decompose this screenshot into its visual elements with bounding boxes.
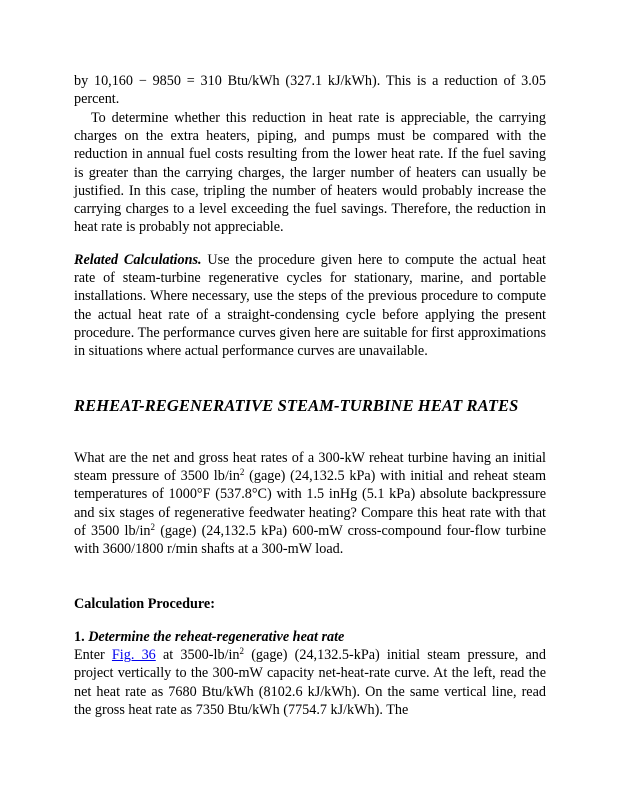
section-title: REHEAT-REGENERATIVE STEAM-TURBINE HEAT RATES xyxy=(74,396,519,415)
superscript: 2 xyxy=(150,521,156,532)
problem-statement xyxy=(74,449,546,558)
problem-paragraph xyxy=(74,449,546,558)
step-text-3: (gage) (24,132.5-kPa) initial steam pressure, and project vertically to the 300-mW capacity net-heat-rate curve. At the left, read the net heat rate as 7680 Btu/kWh (8102.6 kJ/kWh). On the same vertical line, read the gross heat rate as 7350 Btu/kWh (7754.7 kJ/kWh). The xyxy=(74,647,546,718)
superscript: 2 xyxy=(239,467,245,478)
step-number: 1. xyxy=(74,629,89,645)
problem-text-3: (gage) (24,132.5 kPa) 600-mW cross-compound four-flow turbine with 3600/1800 r/min shafts at a 300-mW load. xyxy=(74,522,546,558)
step-1 xyxy=(74,628,546,719)
step-1-body xyxy=(74,646,546,719)
step-text-1: Enter xyxy=(74,647,112,664)
problem-text-1: What are the net and gross heat rates of a 300-kW reheat turbine having an initial steam pressure of 3500 lb/in xyxy=(74,450,546,485)
step-title: Determine the reheat-regenerative heat rate xyxy=(88,629,345,645)
calculation-heading-block xyxy=(74,595,546,613)
para-reduction: by 10,160 − 9850 = 310 Btu/kWh (327.1 kJ/kWh). This is a reduction of 3.05 percent. xyxy=(74,73,546,108)
para-carrying-charges: To determine whether this reduction in heat rate is appreciable, the carrying charges on the extra heaters, piping, and pumps must be compared with the reduction in annual fuel costs resulting from the lower heat rate. If the fuel saving is greater than the carrying charges, the larger number of heaters can usually be justified. In this case, tripling the number of heaters would probably increase the carrying charges to a level exceeding the fuel savings. Therefore, the reduction in heat rate is probably not appreciable. xyxy=(74,110,546,236)
section-heading xyxy=(74,396,546,416)
calculation-procedure-heading: Calculation Procedure: xyxy=(74,596,215,612)
superscript: 2 xyxy=(239,646,245,657)
continuation-paragraph xyxy=(74,72,546,108)
related-calculations-paragraph xyxy=(74,251,546,360)
related-calculations xyxy=(74,251,546,360)
step-text-2: at 3500-lb/in xyxy=(155,647,240,664)
related-calculations-text: Use the procedure given here to compute the actual heat rate of steam-turbine regenerative cycles for stationary, marine, and portable installations. Where necessary, use the steps of the previous procedure to compute the actual heat rate of a straight-condensing cycle before applying the present procedure. The performance curves given here are suitable for first approximations in situations where actual performance curves are unavailable. xyxy=(74,252,546,360)
related-calculations-label: Related Calculations. xyxy=(74,252,202,268)
figure-link[interactable]: Fig. 36 xyxy=(111,647,156,664)
step-1-heading xyxy=(74,628,546,646)
justification-paragraph xyxy=(74,109,546,236)
problem-text-2: (gage) (24,132.5 kPa) with initial and reheat steam temperatures of 1000°F (537.8°C) with 1.5 inHg (5.1 kPa) absolute backpressure and six stages of regenerative feedwater heating? Compare this heat rate with that of 3500 lb/in xyxy=(74,468,546,539)
